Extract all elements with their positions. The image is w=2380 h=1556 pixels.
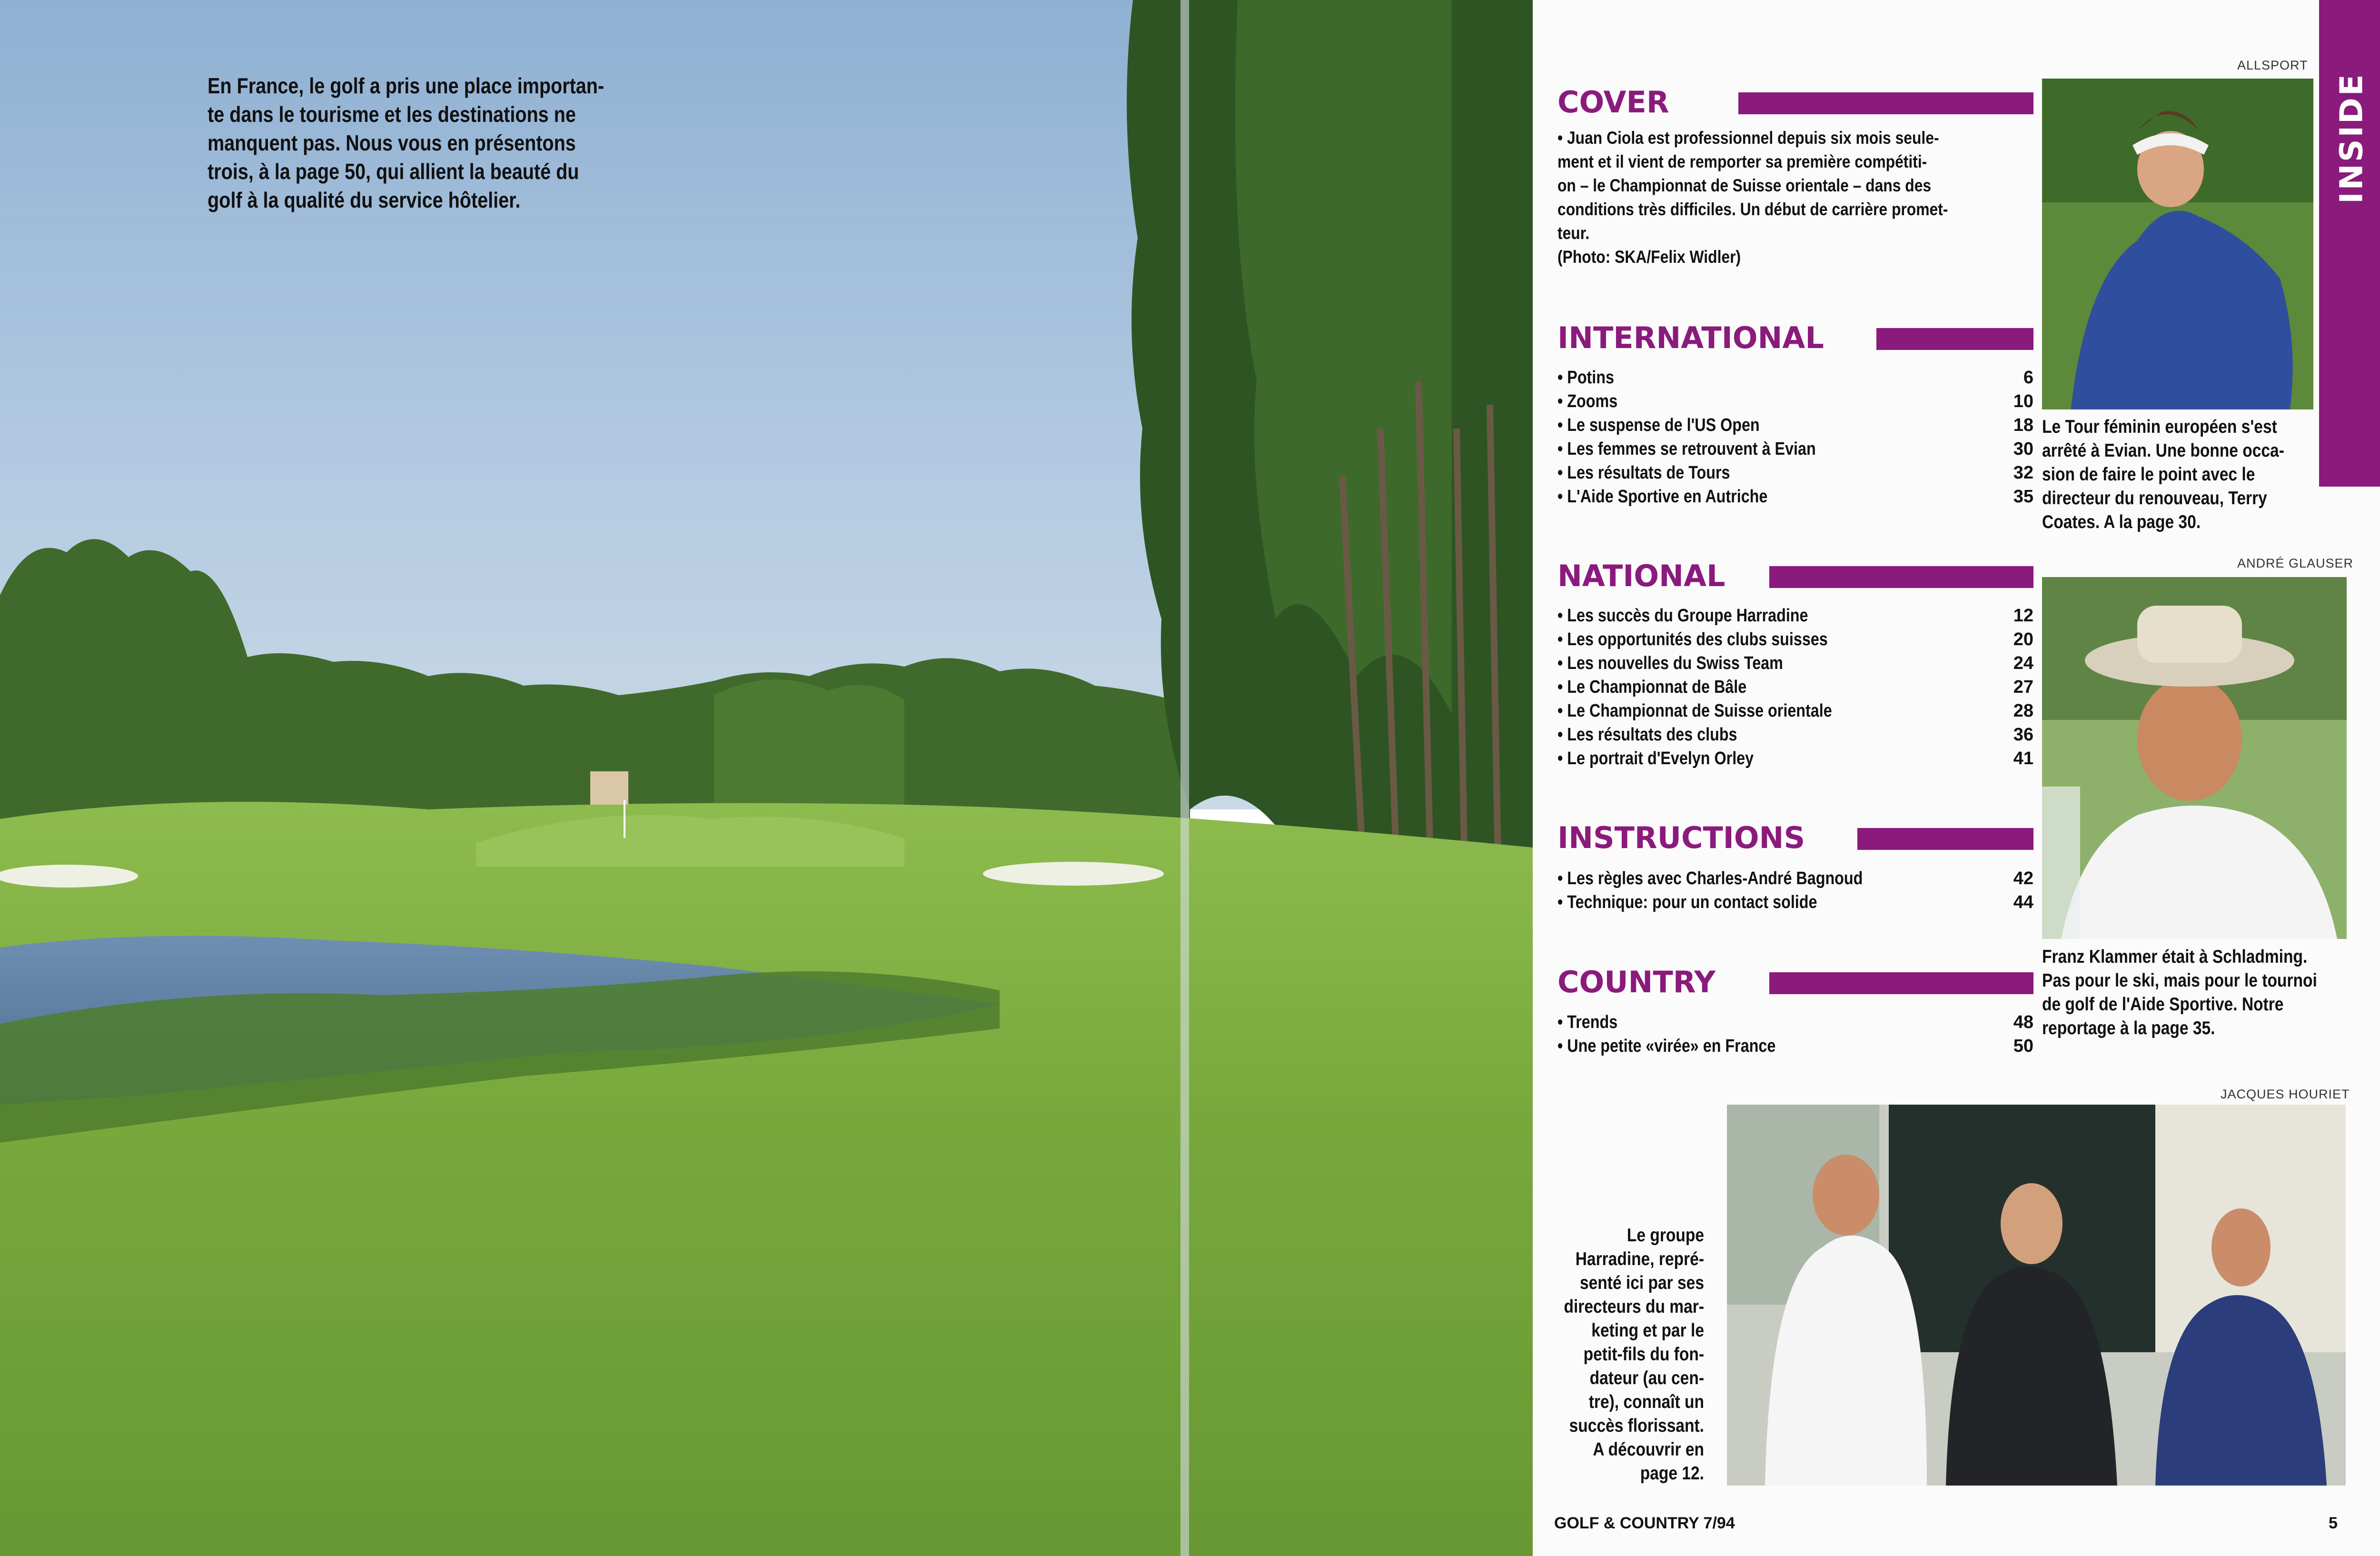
toc-page: 42 xyxy=(2013,868,2033,888)
intro-paragraph xyxy=(208,71,605,214)
harradine-caption xyxy=(1533,1224,1704,1486)
toc-label: • Les succès du Groupe Harradine xyxy=(1557,606,1808,626)
heading-bar xyxy=(1738,92,2033,114)
man-center-face xyxy=(2001,1183,2063,1264)
section-title: COUNTRY xyxy=(1557,965,1716,999)
caption-line: senté ici par ses xyxy=(1579,1273,1704,1293)
toc-item[interactable] xyxy=(1557,1034,2033,1058)
toc-label: • Les opportunités des clubs suisses xyxy=(1557,629,1828,649)
caption-line: Harradine, repré- xyxy=(1575,1249,1704,1269)
magazine-issue: GOLF & COUNTRY 7/94 xyxy=(1554,1514,1735,1532)
toc-item[interactable] xyxy=(1557,651,2033,675)
toc-page: 12 xyxy=(2013,606,2033,626)
klammer-photo xyxy=(2042,577,2347,939)
toc-item[interactable] xyxy=(1557,604,2033,628)
toc-label: • Le suspense de l'US Open xyxy=(1557,415,1760,435)
bunker xyxy=(983,862,1164,886)
caption-line: Le groupe xyxy=(1626,1225,1704,1246)
toc-international xyxy=(1557,366,2033,509)
caption-line: tre), connaît un xyxy=(1588,1392,1704,1412)
tree-cluster xyxy=(714,679,904,819)
page-gutter xyxy=(1180,0,1189,1556)
intro-line: trois, à la page 50, qui allient la beauté du xyxy=(208,159,579,184)
toc-label: • Le portrait d'Evelyn Orley xyxy=(1557,748,1754,768)
section-country-heading xyxy=(1557,966,2033,999)
cover-description xyxy=(1557,126,2062,269)
man-left-face xyxy=(1813,1155,1879,1236)
caption-line: de golf de l'Aide Sportive. Notre xyxy=(2042,994,2284,1015)
intro-line: manquent pas. Nous vous en présentons xyxy=(208,130,576,155)
trophy-glass xyxy=(2042,787,2080,939)
toc-page: 27 xyxy=(2013,677,2033,697)
golfer-photo xyxy=(2042,79,2313,409)
toc-item[interactable] xyxy=(1557,437,2033,461)
section-title: INTERNATIONAL xyxy=(1557,320,1824,355)
toc-item[interactable] xyxy=(1557,389,2033,413)
section-title: COVER xyxy=(1557,85,1669,120)
toc-label: • Une petite «virée» en France xyxy=(1557,1036,1776,1056)
caption-line: sion de faire le point avec le xyxy=(2042,464,2255,485)
caption-line: Franz Klammer était à Schladming. xyxy=(2042,947,2308,967)
section-instructions-heading xyxy=(1557,821,2033,855)
caption-line: succès florissant. xyxy=(1569,1416,1704,1436)
caption-line: Coates. A la page 30. xyxy=(2042,512,2201,532)
heading-bar xyxy=(1769,566,2033,588)
toc-item[interactable] xyxy=(1557,747,2033,770)
toc-item[interactable] xyxy=(1557,485,2033,509)
toc-item[interactable] xyxy=(1557,675,2033,699)
inside-tab-label-wrap xyxy=(2319,60,2380,217)
cover-line: conditions très difficiles. Un début de carrière promet- xyxy=(1557,199,1948,219)
toc-page: 32 xyxy=(2013,463,2033,483)
toc-page: 30 xyxy=(2013,439,2033,459)
harradine-photo xyxy=(1727,1105,2346,1486)
toc-label: • Les résultats des clubs xyxy=(1557,725,1737,745)
toc-item[interactable] xyxy=(1557,867,2033,890)
caption-line: page 12. xyxy=(1640,1463,1704,1484)
section-title: INSTRUCTIONS xyxy=(1557,820,1805,855)
toc-page: 20 xyxy=(2013,629,2033,649)
page-number: 5 xyxy=(2329,1514,2338,1532)
toc-label: • Les femmes se retrouvent à Evian xyxy=(1557,439,1816,459)
toc-page: 6 xyxy=(2023,368,2033,388)
toc-label: • L'Aide Sportive en Autriche xyxy=(1557,487,1768,507)
toc-item[interactable] xyxy=(1557,366,2033,389)
toc-item[interactable] xyxy=(1557,413,2033,437)
inside-tab-label: INSIDE xyxy=(2333,72,2370,204)
photo-credit: ANDRÉ GLAUSER xyxy=(2237,556,2354,570)
heading-bar xyxy=(1876,328,2033,350)
klammer-caption xyxy=(2042,945,2351,1040)
cover-photo-credit: (Photo: SKA/Felix Widler) xyxy=(1557,247,1741,267)
cover-line: • Juan Ciola est professionnel depuis six mois seule- xyxy=(1557,128,1939,148)
caption-line: A découvrir en xyxy=(1593,1439,1704,1460)
section-international-heading xyxy=(1557,321,2033,355)
toc-page: 44 xyxy=(2013,892,2033,912)
toc-page: 48 xyxy=(2013,1012,2033,1032)
caption-line: dateur (au cen- xyxy=(1589,1368,1704,1388)
heading-bar xyxy=(1857,828,2033,850)
fairway xyxy=(0,802,1533,1556)
section-title: NATIONAL xyxy=(1557,559,1726,593)
toc-page: 36 xyxy=(2013,725,2033,745)
caption-line: directeurs du mar- xyxy=(1564,1297,1704,1317)
toc-national xyxy=(1557,604,2033,770)
toc-item[interactable] xyxy=(1557,628,2033,651)
toc-label: • Potins xyxy=(1557,368,1614,388)
toc-page: 10 xyxy=(2013,391,2033,411)
toc-item[interactable] xyxy=(1557,699,2033,723)
section-cover-heading xyxy=(1557,86,2033,119)
clubhouse xyxy=(590,771,628,805)
toc-page: 28 xyxy=(2013,701,2033,721)
caption-line: directeur du renouveau, Terry xyxy=(2042,488,2267,509)
klammer-photo-image xyxy=(2042,577,2347,939)
caption-line: petit-fils du fon- xyxy=(1583,1344,1704,1365)
caption-line: arrêté à Evian. Une bonne occa- xyxy=(2042,440,2284,461)
toc-label: • Trends xyxy=(1557,1012,1618,1032)
golfer-photo-image xyxy=(2042,79,2313,409)
intro-line: te dans le tourisme et les destinations ne xyxy=(208,102,576,127)
toc-item[interactable] xyxy=(1557,890,2033,914)
photo-credit: JACQUES HOURIET xyxy=(2221,1087,2350,1101)
caption-line: Pas pour le ski, mais pour le tournoi xyxy=(2042,970,2317,991)
toc-page: 35 xyxy=(2013,487,2033,507)
harradine-photo-image xyxy=(1727,1105,2346,1486)
toc-instructions xyxy=(1557,867,2033,914)
toc-label: • Le Championnat de Bâle xyxy=(1557,677,1747,697)
bunker-left xyxy=(0,865,138,888)
toc-page: 24 xyxy=(2013,653,2033,673)
toc-page: 18 xyxy=(2013,415,2033,435)
section-national-heading xyxy=(1557,559,2033,593)
photo-credit: ALLSPORT xyxy=(2237,58,2308,72)
toc-item[interactable] xyxy=(1557,461,2033,485)
toc-label: • Zooms xyxy=(1557,391,1618,411)
toc-page: 41 xyxy=(2013,748,2033,768)
inside-tab xyxy=(2319,0,2380,487)
toc-page: 50 xyxy=(2013,1036,2033,1056)
toc-label: • Les résultats de Tours xyxy=(1557,463,1730,483)
toc-label: • Les nouvelles du Swiss Team xyxy=(1557,653,1783,673)
toc-label: • Technique: pour un contact solide xyxy=(1557,892,1817,912)
intro-line: En France, le golf a pris une place importan- xyxy=(208,73,605,98)
cover-line: teur. xyxy=(1557,223,1590,243)
klammer-face xyxy=(2137,677,2242,801)
toc-label: • Les règles avec Charles-André Bagnoud xyxy=(1557,868,1863,888)
toc-item[interactable] xyxy=(1557,723,2033,747)
caption-line: reportage à la page 35. xyxy=(2042,1018,2215,1038)
man-right-face xyxy=(2211,1208,2271,1287)
klammer-hat xyxy=(2137,606,2242,663)
toc-item[interactable] xyxy=(1557,1010,2033,1034)
heading-bar xyxy=(1769,972,2033,994)
golfer-caption xyxy=(2042,415,2313,534)
toc-country xyxy=(1557,1010,2033,1058)
caption-line: keting et par le xyxy=(1591,1320,1704,1341)
cover-line: on – le Championnat de Suisse orientale – dans des xyxy=(1557,176,1932,195)
cover-line: ment et il vient de remporter sa première compétiti- xyxy=(1557,152,1927,171)
contents-page xyxy=(1533,0,2380,1556)
toc-label: • Le Championnat de Suisse orientale xyxy=(1557,701,1832,721)
caption-line: Le Tour féminin européen s'est xyxy=(2042,417,2277,437)
intro-line: golf à la qualité du service hôtelier. xyxy=(208,188,521,212)
